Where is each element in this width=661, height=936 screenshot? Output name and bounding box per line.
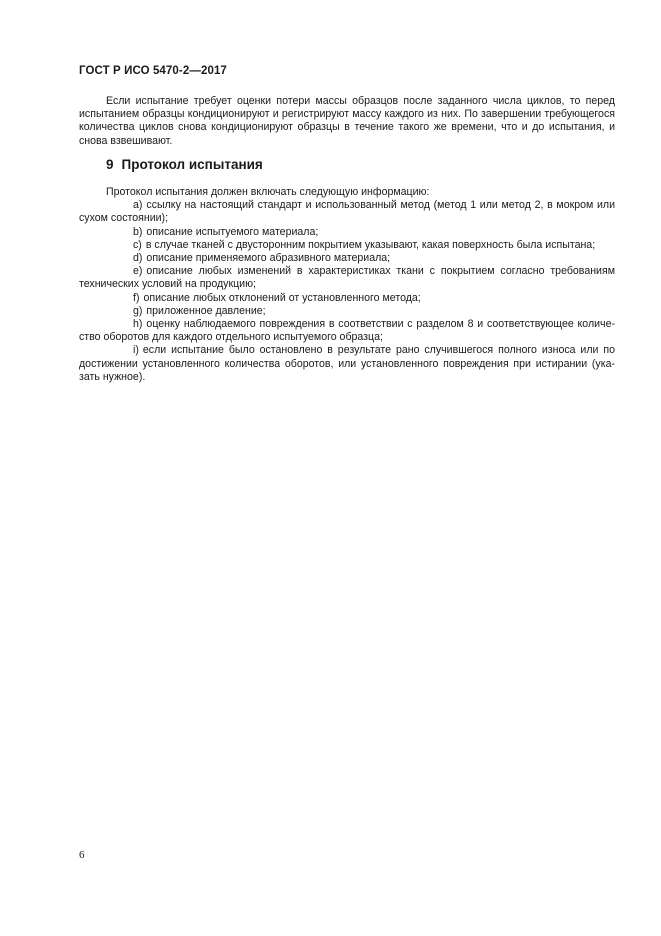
list-item-text: описание испытуемого материала; <box>146 225 319 238</box>
list-item-letter: b) <box>133 225 143 238</box>
list-item-text: приложенное давление; <box>146 304 266 317</box>
list-item-text: если испытание было остановлено в результате рано случившегося полного износа или по достижении установленного количества оборотов, или установленного повреждения при истирании (указать нужное). <box>79 344 615 383</box>
section-title: Протокол испытания <box>121 157 263 172</box>
document-header: ГОСТ Р ИСО 5470-2—2017 <box>79 65 227 77</box>
list-item-letter: g) <box>133 304 143 317</box>
list-item-a <box>79 199 615 225</box>
list-item-text: ссылку на настоящий стандарт и использованный метод (метод 1 или метод 2, в мокром или сухом состоянии); <box>79 199 615 225</box>
list-item-d <box>79 252 615 265</box>
list-item-h <box>79 318 615 344</box>
lead-in-paragraph: Протокол испытания должен включать следующую информацию: <box>106 186 430 198</box>
list-item-text: описание применяемого абразивного материала; <box>146 252 391 265</box>
list-item-i <box>79 344 615 384</box>
list-item-f <box>79 292 615 305</box>
list-item-letter: e) <box>133 265 143 278</box>
list-item-letter: i) <box>133 344 139 357</box>
report-requirements <box>79 186 615 384</box>
list-item-letter: f) <box>133 291 140 304</box>
intro-paragraph: Если испытание требует оценки потери массы образцов после заданного числа циклов, то перед испытанием образцы кондиционируют и регистрируют массу каждого из них. По завершении требующегося количества циклов снова кондиционируют образцы в течение такого же времени, что и до испытания, и снова взвешивают. <box>79 95 615 147</box>
list-item-letter: d) <box>133 252 143 265</box>
list-item-g <box>79 305 615 318</box>
list-item-letter: a) <box>133 199 143 212</box>
list-item-letter: h) <box>133 318 143 331</box>
list-item-text: оценку наблюдаемого повреждения в соответствии с разделом 8 и соответствующее количество оборотов для каждого отдельного испытуемого образца; <box>79 318 615 344</box>
section-number: 9 <box>106 157 114 172</box>
list-item-b <box>79 226 615 239</box>
section-heading <box>106 157 263 172</box>
list-item-letter: c) <box>133 238 142 251</box>
list-item-e <box>79 265 615 291</box>
list-item-text: описание любых отклонений от установленного метода; <box>143 291 421 304</box>
list-item-text: описание любых изменений в характеристиках ткани с покрытием согласно требованиям технических условий на продукцию; <box>79 265 615 291</box>
intro-section <box>79 95 615 148</box>
page-number: 6 <box>79 849 85 861</box>
list-item-text: в случае тканей с двусторонним покрытием указывают, какая поверхность была испытана; <box>145 238 596 251</box>
list-item-c <box>79 239 615 252</box>
